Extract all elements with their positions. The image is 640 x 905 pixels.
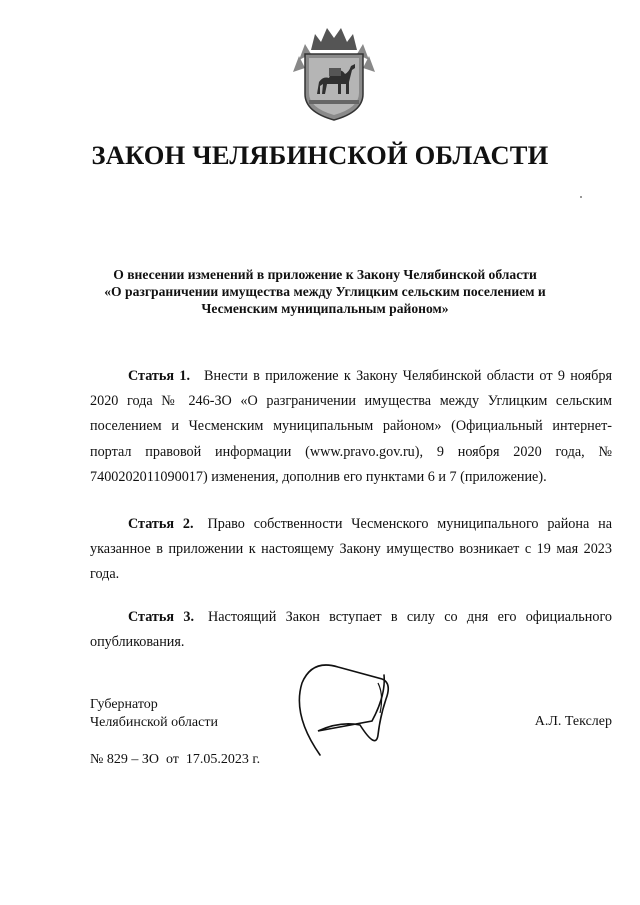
article-heading: Статья 1. (128, 368, 191, 384)
article-heading: Статья 3. (128, 609, 195, 625)
article-text: Внести в приложение к Закону Челябинской области от 9 ноября 2020 года № 246-ЗО «О разграничении имущества между Углицким сельским поселением и Чесменским муниципальным районом» (Официальный интернет-портал правовой информации (www.pravo.gov.ru), 9 ноября 2020 года, № 7400202011090017) изменения, дополнив его пунктами 6 и 7 (приложение). (90, 368, 612, 485)
coat-of-arms-icon (289, 20, 379, 124)
signer-position (90, 696, 218, 732)
article-2 (90, 512, 612, 588)
signer-region: Челябинской области (90, 715, 218, 730)
signer-name: А.Л. Текслер (534, 714, 612, 729)
signature-icon (290, 655, 410, 760)
subtitle-line: «О разграничении имущества между Углицким сельским поселением и (104, 284, 546, 299)
article-text: Настоящий Закон вступает в силу со дня его официального опубликования. (90, 609, 612, 651)
subtitle-line: О внесении изменений в приложение к Закону Челябинской области (113, 267, 537, 282)
law-subtitle (90, 266, 560, 317)
article-1 (90, 364, 612, 490)
subtitle-line: Чесменским муниципальным районом» (201, 301, 449, 316)
scan-dot (580, 196, 582, 198)
law-number-date: № 829 – ЗО от 17.05.2023 г. (90, 752, 261, 767)
document-title: ЗАКОН ЧЕЛЯБИНСКОЙ ОБЛАСТИ (91, 140, 549, 170)
article-heading: Статья 2. (128, 516, 194, 532)
signer-title: Губернатор (90, 697, 158, 712)
article-3 (90, 605, 612, 655)
article-text: Право собственности Чесменского муниципального района на указанное в приложении к настоящему Закону имущество возникает с 19 мая 2023 года. (90, 516, 613, 583)
